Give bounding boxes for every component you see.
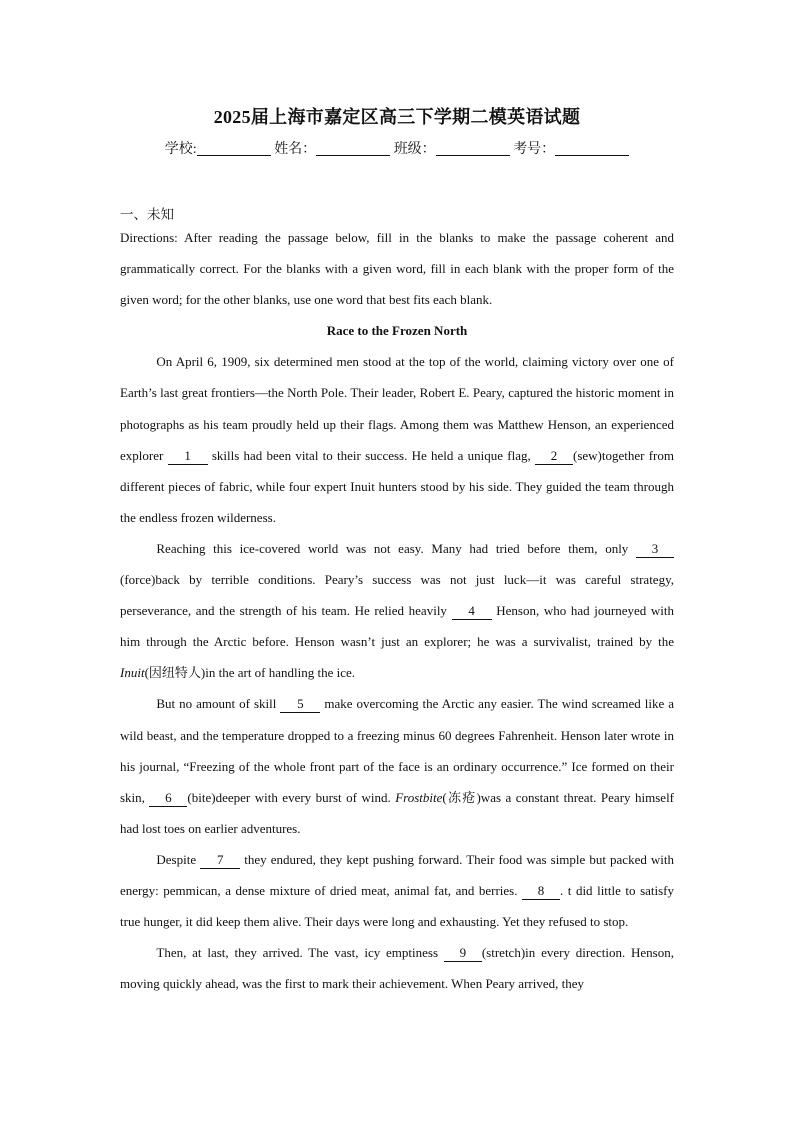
class-label: 班级： [393,142,436,157]
school-label: 学校: [164,142,197,157]
blank-5[interactable]: 5 [280,696,320,713]
blank-8[interactable]: 8 [522,883,560,900]
paragraph-1: On April 6, 1909, six determined men stood at the top of the world, claiming victory over one of Earth’s last great frontiers—the North Pole. Their leader, Robert E. Peary, captured the historic moment in photographs as his team proudly held up their flags. Among them was Matthew Henson, an experienced explorer 1 skills had been vital to their success. He held a unique flag, 2 (sew)together from different pieces of fabric, while four expert Inuit hunters stood by his side. They guided the team through the endless frozen wilderness. [120,354,674,525]
exam-number-blank[interactable] [555,141,629,156]
paragraph-3: But no amount of skill 5 make overcoming the Arctic any easier. The wind screamed like a wild beast, and the temperature dropped to a freezing minus 60 degrees Fahrenheit. Henson later wrote in his journal, “Freezing of the whole front part of the face is an ordinary occurrence.” Ice formed on their skin, 6 (bite)deeper with every burst of wind. Frostbite(冻疮)was a constant threat. Peary himself had lost toes on earlier adventures. [120,696,675,836]
student-info-line [0,138,794,158]
blank-2[interactable]: 2 [535,448,573,465]
school-blank[interactable] [197,141,271,156]
blank-6[interactable]: 6 [149,790,187,807]
exam-number-label: 考号： [513,142,556,157]
paragraph-5: Then, at last, they arrived. The vast, icy emptiness 9 (stretch)in every direction. Henson, moving quickly ahead, was the first to mark their achievement. When Peary arrived, they [120,945,674,992]
blank-1[interactable]: 1 [168,448,208,465]
paragraph-2: Reaching this ice-covered world was not easy. Many had tried before them, only 3 (force)back by terrible conditions. Peary’s success was not just luck—it was careful strategy, perseverance, and the strength of his team. He relied heavily 4 Henson, who had journeyed with him through the Arctic before. Henson wasn’t just an explorer; he was a survivalist, trained by the Inuit(因纽特人)in the art of handling the ice. [120,540,675,681]
class-blank[interactable] [436,141,510,156]
blank-9[interactable]: 9 [444,945,482,962]
section-heading: 一、未知 [120,207,174,222]
name-blank[interactable] [316,141,390,156]
blank-4[interactable]: 4 [452,603,492,620]
name-label: 姓名： [274,142,317,157]
blank-3[interactable]: 3 [636,541,674,558]
paragraph-4: Despite 7 they endured, they kept pushing forward. Their food was simple but packed with energy: pemmican, a dense mixture of dried meat, animal fat, and berries. 8 . t did little to satisfy true hunger, it did keep them alive. Their days were long and exhausting. Yet they refused to stop. [120,851,675,930]
blank-7[interactable]: 7 [200,852,240,869]
exam-title: 2025届上海市嘉定区高三下学期二模英语试题 [213,107,581,127]
passage-title: Race to the Frozen North [326,323,468,339]
directions: Directions: After reading the passage below, fill in the blanks to make the passage coherent and grammatically correct. For the blanks with a given word, fill in each blank with the proper form of the given word; for the other blanks, use one word that best fits each blank. [120,230,674,308]
passage-body [120,222,674,999]
